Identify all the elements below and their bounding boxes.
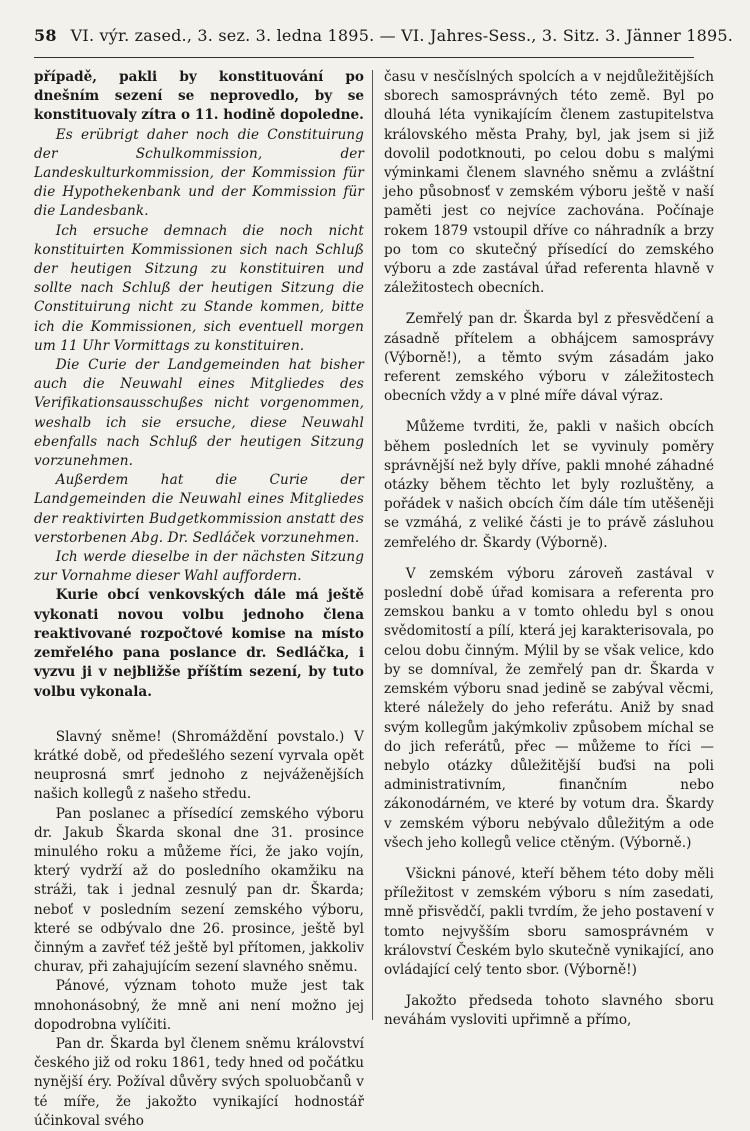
header-rule [34, 57, 694, 58]
paragraph: V zemském výboru zároveň zastával v poslední době úřad komisara a referenta pro zemskou banku a v tomto ohledu byl s onou svědomitostí a pílí, která jej karakterisovala, po celou dobu činným. Mýlil by se však velice, kdo by se domníval, že zemřelý pan dr. Škarda v zemském výboru snad jedině se zabýval věcmi, které náležely do jeho referátu. Aniž by snad svým kollegům jakýmkoliv způsobem míchal se do jich referátů, přec — můžeme to říci — nebylo otázky důležitější buďsi na poli administrativním, finančním nebo zákonodárném, ve které by votum dra. Škardy v zemském výboru nebývalo důležitým a ode všech jeho kollegů velice ctěným. (Výborně.) [384, 565, 714, 851]
column-divider [372, 70, 373, 1020]
paragraph: Die Curie der Landgemeinden hat bisher auch die Neuwahl eines Mitgliedes des Verifikationsausschußes nicht vorgenommen, weshalb ich sie ersuche, diese Neuwahl ebenfalls nach Schluß der heutigen Sitzung vorzunehmen. [34, 357, 364, 470]
paragraph: Všickni pánové, kteří během této doby měli příležitost v zemském výboru s ním zasedati, mně přisvědčí, pakli tvrdím, že jeho postavení v tomto nejvyšším sboru samosprávném v království Českém bylo skutečně vynikající, ano ovládající celý tento sbor. (Výborně!) [384, 865, 714, 978]
paragraph: Jakožto předseda tohoto slavného sboru neváhám vysloviti upřimně a přímo, [384, 993, 714, 1029]
paragraph: Zemřelý pan dr. Škarda byl z přesvědčení a zásadně přítelem a obhájcem samosprávy (Výborně!), a těmto svým zásadám jako referent zemského výboru v záležitostech obecních vždy a v plné míře dával výraz. [384, 311, 714, 405]
paragraph: Můžeme tvrditi, že, pakli v našich obcích během posledních let se vyvinuly poměry správnější než byly dříve, pakli mnohé záhadné otázky během těchto let byly rozluštěny, a pořádek v našich obcích čím dále tím utěšeněji se vzmáhá, z veliké části je to právě zásluhou zemřelého dr. Škardy (Výborně). [384, 419, 714, 551]
running-header [34, 26, 734, 54]
paragraph: Kurie obcí venkovských dále má ještě vykonati novou volbu jednoho člena reaktivované rozpočtové komise na místo zemřelého pana poslance dr. Sedláčka, i vyzvu ji v nejbližše příštím sezení, by tuto volbu vykonala. [34, 587, 364, 700]
header-text [34, 26, 733, 45]
paragraph: Pan dr. Škarda byl členem sněmu království českého již od roku 1861, tedy hned od počátku nynější éry. Požíval důvěry svých spoluobčanů v té míře, že jakožto vynikající hodnostář účinkoval svého [34, 1035, 364, 1129]
paragraph: Pan poslanec a přísedící zemského výboru dr. Jakub Škarda skonal dne 31. prosince minulého roku a můžeme říci, že jako vojín, který vydrží až do posledního okamžiku na stráži, tak i jednal zesnulý pan dr. Škarda; neboť v posledním sezení zemského výboru, které se odbývalo dne 26. prosince, ještě byl činným a zavřeť též ještě byl přítomen, jakkoliv churav, při zahajujícím sezení slavného sněmu. [34, 805, 364, 976]
paragraph: času v nesčíslných spolcích a v nejdůležitějších sborech samosprávných této země. Byl po dlouhá léta vynikajícím členem zastupitelstva královského města Prahy, byl, jak jsem si již dovolil podotknouti, po celou dobu s malými výminkami členem slavného sněmu a zvláštní jeho působnosť v zemském výboru ještě v naší paměti jest co nejvíce zachována. Počínaje rokem 1879 vstoupil dříve co náhradník a brzy po tom co skutečný přísedící do zemského výboru a zde zastával úřad referenta hlavně v záležitostech obecních. [384, 69, 714, 297]
paragraph-gap [384, 853, 714, 865]
paragraph: Ich werde dieselbe in der nächsten Sitzung zur Vornahme dieser Wahl auffordern. [34, 549, 364, 585]
paragraph: Pánové, význam tohoto muže jest tak mnohonásobný, že mně ani není možno jej dopodrobna vylíčiti. [34, 978, 364, 1033]
header-title: VI. výr. zased., 3. sez. 3. ledna 1895. — VI. Jahres-Sess., 3. Sitz. 3. Jänner 1895. [70, 26, 734, 45]
paragraph-gap [384, 298, 714, 310]
paragraph: Slavný sněme! (Shromáždění povstalo.) V krátké době, od předešlého sezení vyrvala opět neuprosná smrť jednoho z nejváženějších našich kollegů z našeho středu. [34, 728, 364, 803]
paragraph: Ich ersuche demnach die noch nicht konstituirten Kommissionen sich nach Schluß der heutigen Sitzung zu konstituiren und sollte nach Schluß der heutigen Sitzung die Constituirung nicht zu Stande kommen, bitte ich die Kommissionen, sich eventuell morgen um 11 Uhr Vormittags zu konstituiren. [34, 222, 364, 354]
right-column [384, 68, 714, 1031]
paragraph-gap [384, 553, 714, 565]
paragraph-gap [384, 980, 714, 992]
left-column [34, 68, 364, 1131]
section-gap [34, 702, 364, 728]
paragraph: Es erübrigt daher noch die Constituirung der Schulkommission, der Landeskulturkommission, der Kommission für die Hypothekenbank und der Kommission für die Landesbank. [34, 126, 364, 220]
page-number: 58 [34, 26, 57, 45]
paragraph-gap [384, 406, 714, 418]
paragraph: Außerdem hat die Curie der Landgemeinden die Neuwahl eines Mitgliedes der reaktivirten Budgetkommission anstatt des verstorbenen Abg. Dr. Sedláček vorzunehmen. [34, 472, 365, 546]
paragraph: případě, pakli by konstituování po dnešním sezení se neprovedlo, by se konstituovaly zítra o 11. hodině dopoledne. [34, 69, 364, 124]
